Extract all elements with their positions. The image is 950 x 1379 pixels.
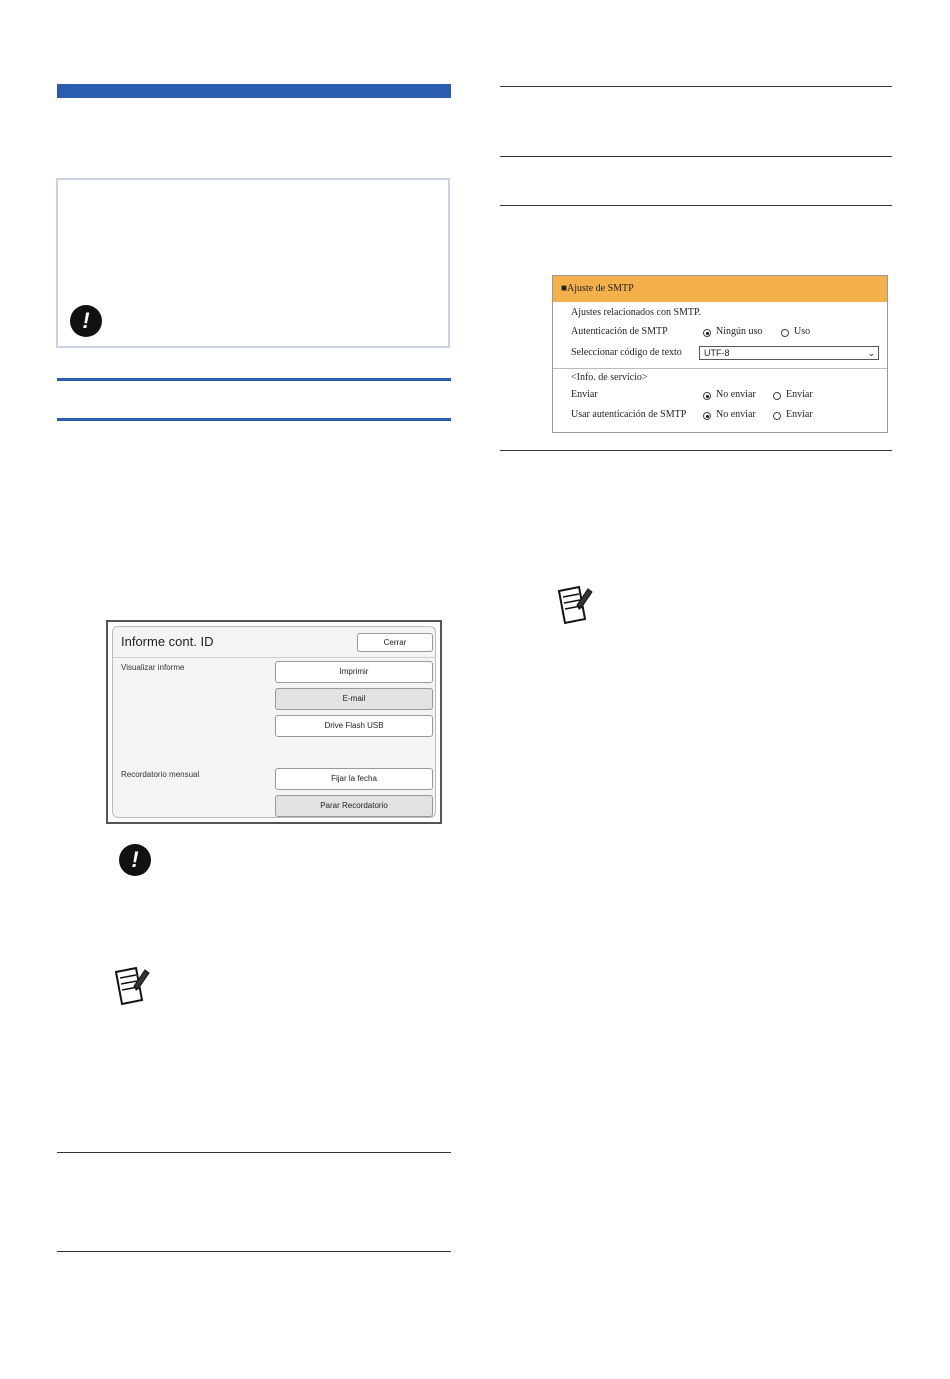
send-no-label: No enviar (716, 389, 756, 400)
rule (500, 450, 892, 451)
smtp-divider (553, 368, 887, 369)
email-button[interactable]: E-mail (275, 688, 433, 710)
send-yes-radio[interactable] (773, 392, 781, 400)
smtp-settings-box (552, 275, 888, 433)
panel-body (112, 626, 436, 818)
set-date-button[interactable]: Fijar la fecha (275, 768, 433, 790)
smtp-auth-use-radio[interactable] (781, 329, 789, 337)
send-label: Enviar (571, 389, 598, 400)
smtp-header: ■Ajuste de SMTP (553, 276, 887, 302)
send-no-radio[interactable] (703, 392, 711, 400)
chevron-down-icon: ⌄ (867, 348, 875, 358)
id-count-report-panel (106, 620, 442, 824)
rule (500, 205, 892, 206)
smtp-auth-none-label: Ningún uso (716, 326, 763, 337)
close-button[interactable]: Cerrar (357, 633, 433, 652)
rule (57, 1152, 451, 1153)
rule (500, 86, 892, 87)
use-auth-no-radio[interactable] (703, 412, 711, 420)
usb-drive-button[interactable]: Drive Flash USB (275, 715, 433, 737)
smtp-auth-none-radio[interactable] (703, 329, 711, 337)
subsection-rule-bottom (57, 418, 451, 421)
use-auth-yes-radio[interactable] (773, 412, 781, 420)
use-auth-yes-label: Enviar (786, 409, 813, 420)
smtp-auth-label: Autenticación de SMTP (571, 326, 668, 337)
memo-pencil-icon (555, 585, 593, 625)
memo-pencil-icon (112, 966, 150, 1006)
print-button[interactable]: Imprimir (275, 661, 433, 683)
rule (500, 156, 892, 157)
panel-divider (113, 657, 435, 658)
monthly-reminder-label: Recordatorio mensual (121, 770, 200, 779)
view-report-label: Visualizar informe (121, 663, 185, 672)
service-info-label: <Info. de servicio> (571, 372, 648, 383)
encoding-label: Seleccionar código de texto (571, 347, 682, 358)
send-yes-label: Enviar (786, 389, 813, 400)
section-header-bar (57, 84, 451, 98)
important-icon: ! (70, 305, 102, 337)
rule (57, 1251, 451, 1252)
use-auth-label: Usar autenticación de SMTP (571, 409, 687, 420)
encoding-value: UTF-8 (704, 348, 730, 358)
encoding-select[interactable] (699, 346, 879, 360)
important-icon: ! (119, 844, 151, 876)
smtp-related-text: Ajustes relacionados con SMTP. (571, 307, 701, 318)
subsection-rule-top (57, 378, 451, 381)
use-auth-no-label: No enviar (716, 409, 756, 420)
panel-title: Informe cont. ID (121, 634, 214, 649)
smtp-auth-use-label: Uso (794, 326, 811, 337)
stop-reminder-button[interactable]: Parar Recordatorio (275, 795, 433, 817)
important-note-box (56, 178, 450, 348)
